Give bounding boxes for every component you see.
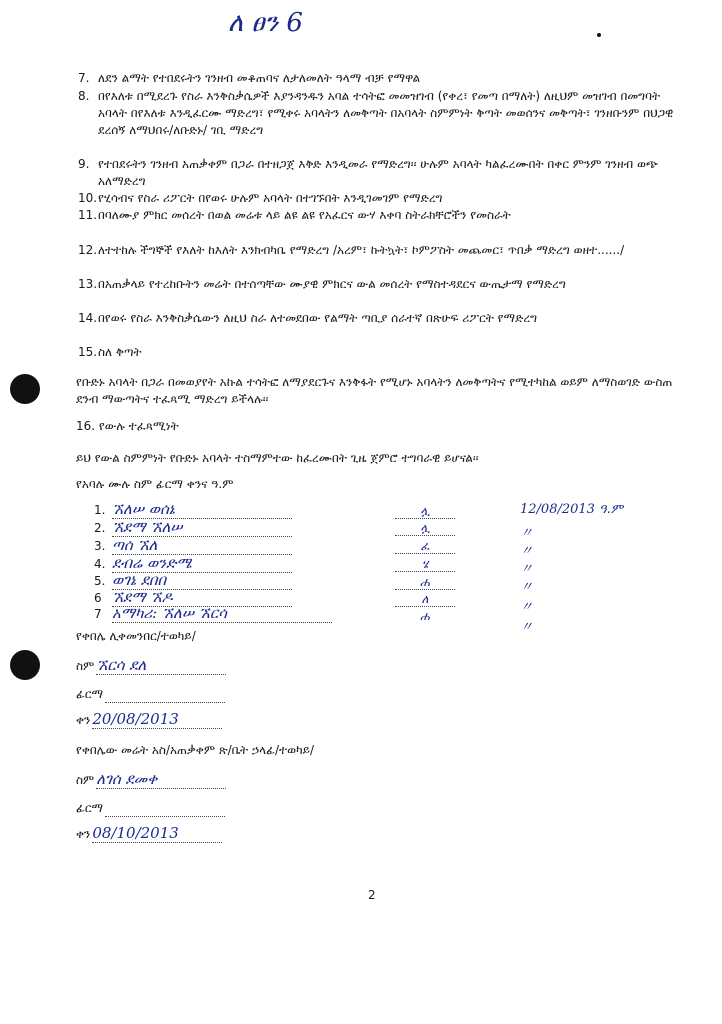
member-row: 4. ደብሬ ወንድሜ (94, 554, 292, 573)
punch-hole-top (10, 374, 40, 404)
chair-sign-field: ፊርማ (76, 684, 225, 703)
header-handwriting: ለ ፀን 6 (228, 8, 303, 38)
member-signature: ፈ (395, 539, 455, 554)
office-date-field: ቀን 08/10/2013 (76, 824, 222, 843)
member-signature: ለ (395, 592, 455, 607)
office-name-field: ስም ለገሰ ደመቀ (76, 770, 226, 789)
member-date: 〃 (520, 580, 534, 595)
chair-date-field: ቀን 20/08/2013 (76, 710, 222, 729)
section-16-text: ይህ የውል ስምምነት የቡድኑ አባላት ተስማምተው ከፈረሙበት ጊዜ ጀምሮ ተግባራዊ ይሆናል፡፡ (76, 451, 479, 465)
member-signature: ሏ (395, 521, 455, 536)
section-16-title: 16. የውሉ ተፈጻሚነት (76, 419, 179, 433)
member-row: 7 አማካሪ: ኧለሠ ኧርሳ (94, 604, 332, 623)
office-sign-field: ፊርማ (76, 798, 225, 817)
member-signature: ሏ (395, 504, 455, 519)
member-signature: ሐ (420, 609, 430, 623)
member-date: 12/08/2013 ዓ.ም (520, 502, 624, 517)
punch-hole-bottom (10, 650, 40, 680)
member-date: 〃 (520, 600, 534, 615)
member-signature: ሄ (395, 557, 455, 572)
member-date: 〃 (520, 526, 534, 541)
member-row: 3. ጣሰ ኧለ (94, 536, 292, 555)
page-number: 2 (368, 888, 376, 902)
member-row: 2. ኧደማ ኧለሠ (94, 518, 292, 537)
penalty-paragraph: የቡድኑ አባላት በጋራ በመወያየት አኩል ተሳትፎ ለማያደርጉና እንቅፋት የሚሆኑ አባላትን ለመቅጣትና የሚተካከል ወይም ለማስወገድ ውስጠ ደንብ ማውጣትና ተፈጻሚ ማድረግ ይችላሉ፡፡ (76, 375, 673, 406)
member-date: 〃 (520, 544, 534, 559)
member-row: 1. ኧለሠ ወሰኔ (94, 500, 292, 519)
member-date: 〃 (520, 620, 534, 635)
office-title: የቀበሌው መሬት አስ/አጠቃቀም ጽ/ቤት ኃላፊ/ተወካይ/ (76, 743, 315, 757)
member-row: 6 ኧደማ ኧዶ (94, 588, 292, 607)
member-date: 〃 (520, 562, 534, 577)
corner-mark (597, 33, 601, 37)
chair-title: የቀበሌ ሊቀመንበር/ተወካይ/ (76, 629, 196, 643)
member-row: 5. ወገኔ ደበበ (94, 571, 292, 590)
member-signature: ሐ (395, 575, 455, 590)
members-heading: የአባሉ ሙሉ ስም ፊርማ ቀንና ዓ.ም (76, 477, 234, 491)
chair-name-field: ስም ኧርሳ ደለ (76, 656, 226, 675)
